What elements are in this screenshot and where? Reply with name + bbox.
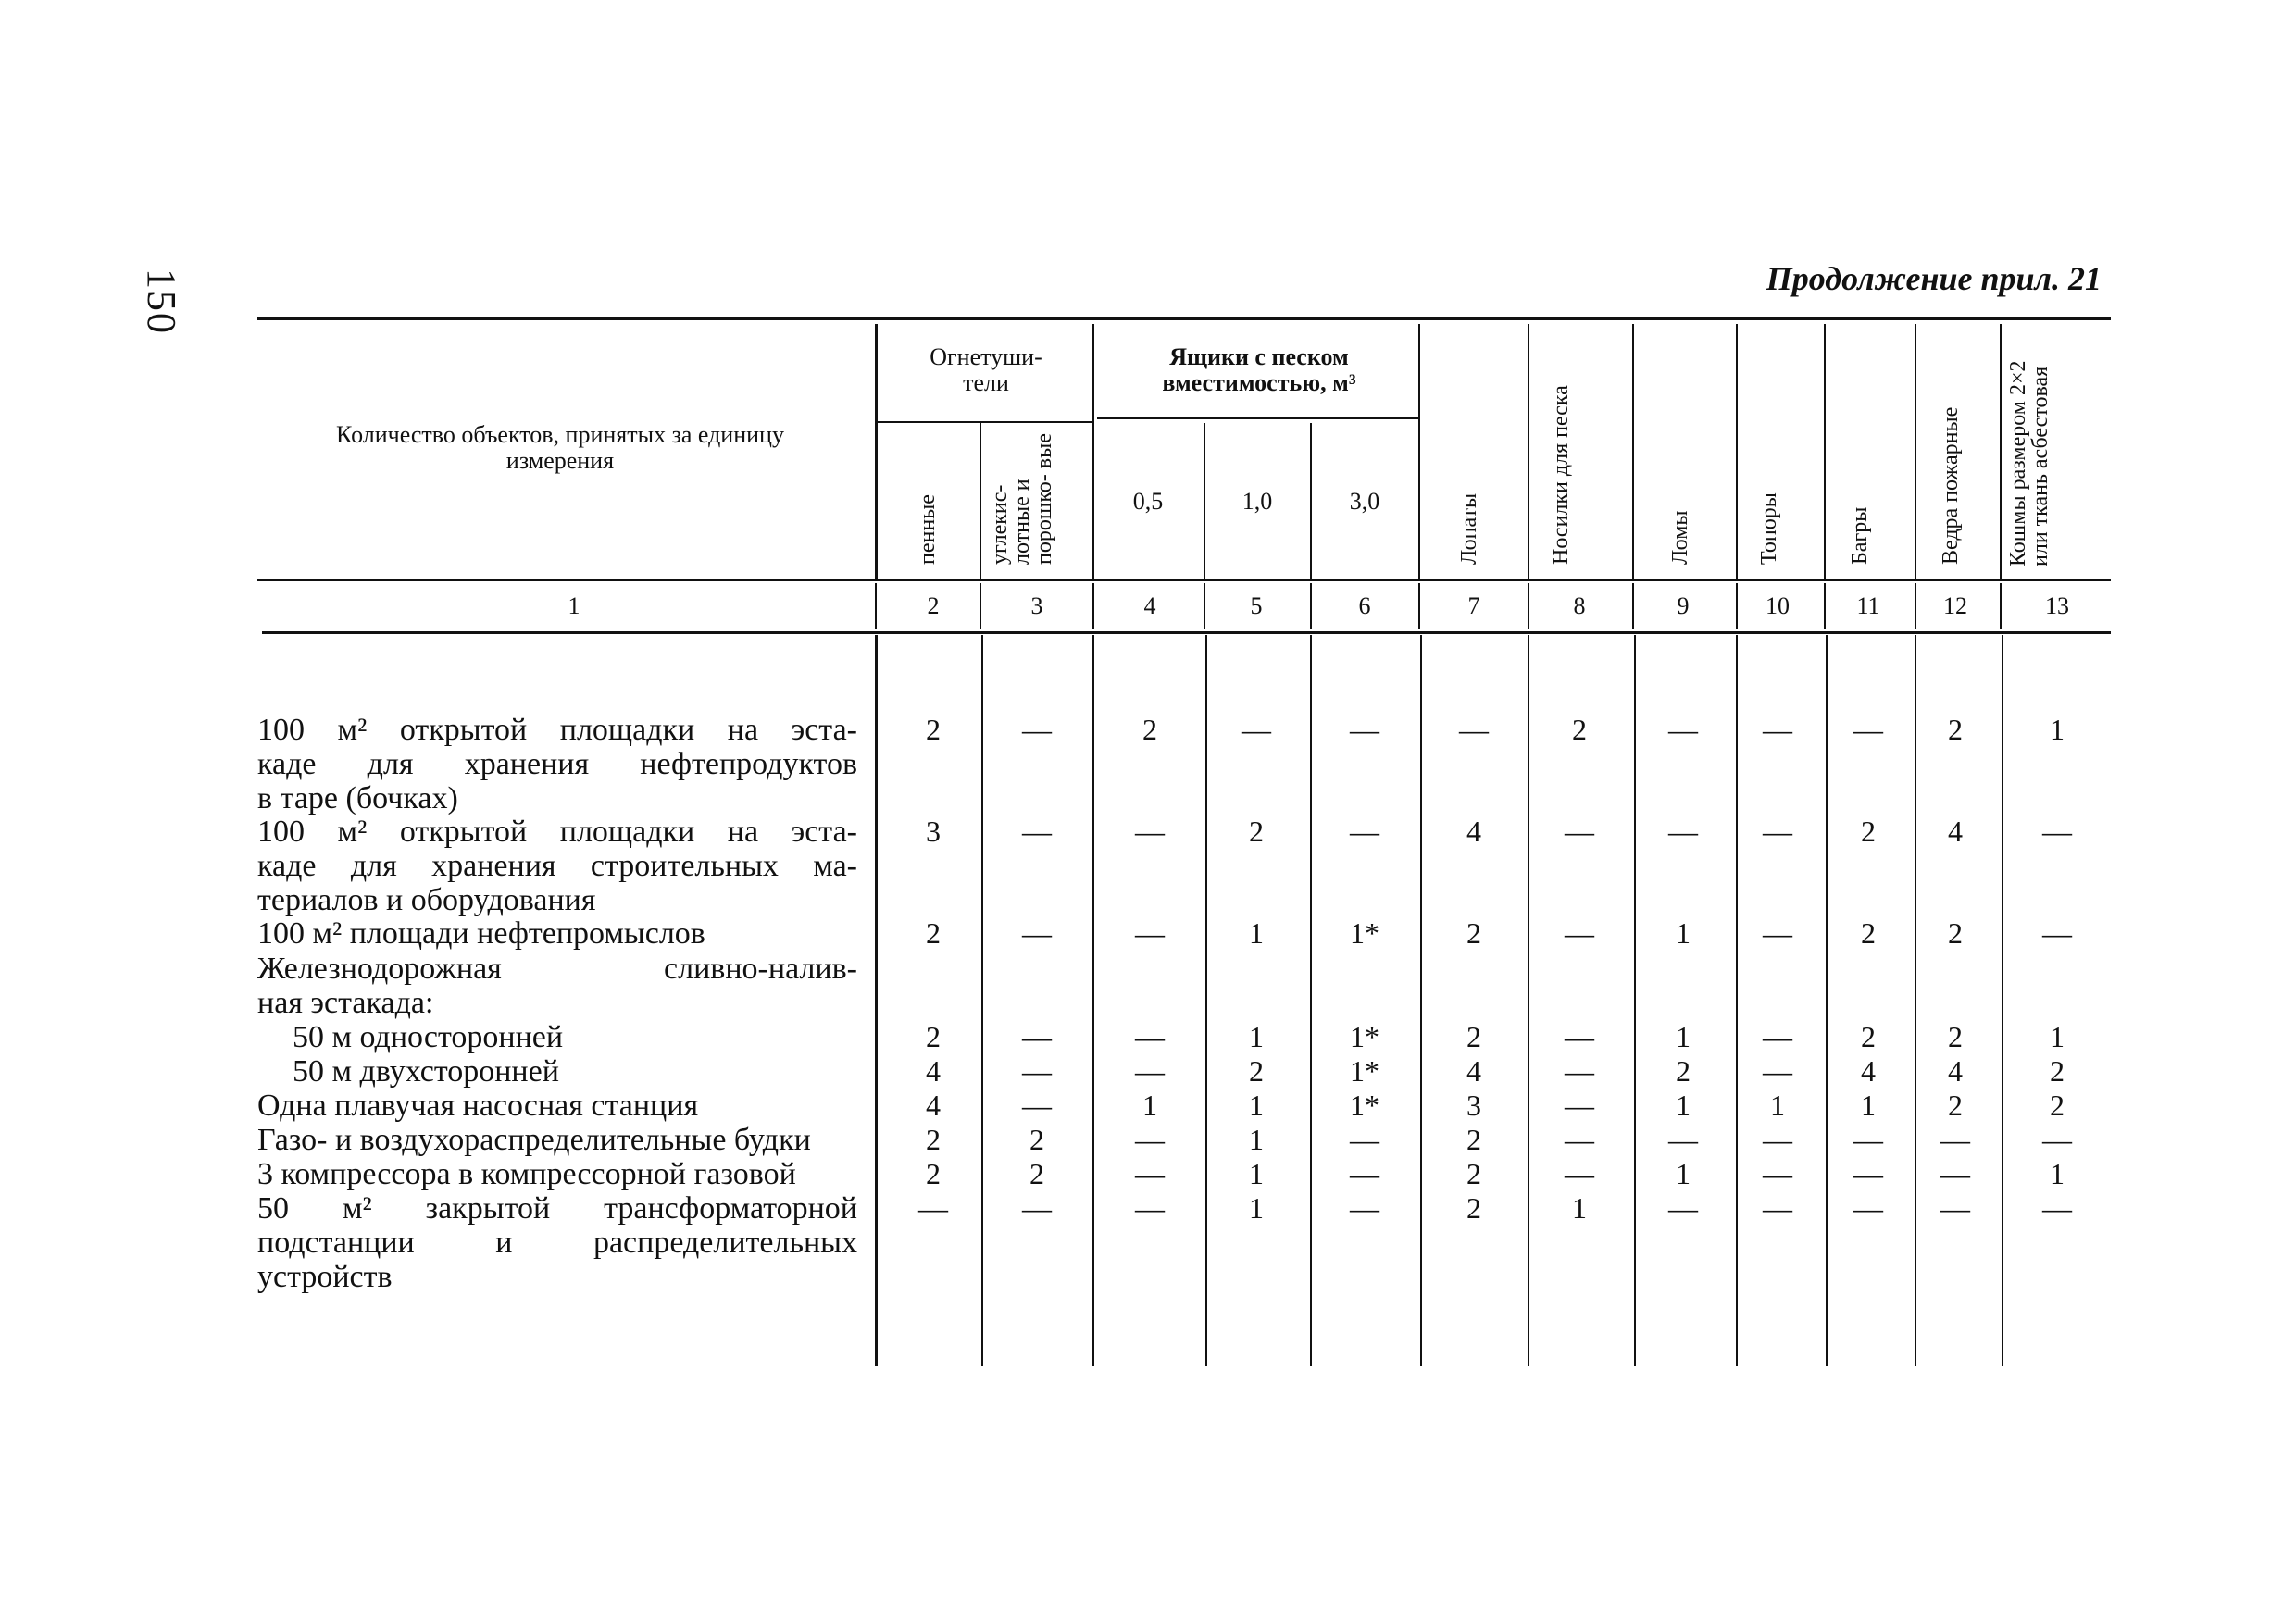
row-label-line: каде для хранения строительных ма- <box>257 849 857 883</box>
body-column-rule <box>981 635 983 1366</box>
colnum-column-rule <box>1528 583 1529 629</box>
table-cell: 4 <box>926 1054 941 1088</box>
column-number: 4 <box>1143 592 1156 619</box>
table-cell: 2 <box>1029 1123 1044 1156</box>
table-cell: 1 <box>1676 1089 1691 1122</box>
colnum-column-rule <box>1915 583 1916 629</box>
body-column-rule <box>1205 635 1207 1366</box>
subheader-rule-sandboxes <box>1097 417 1418 419</box>
colnum-column-rule <box>1204 583 1205 629</box>
table-cell: 2 <box>1466 1191 1481 1225</box>
co2-powder-header: углекис- лотные и порошко- вые <box>988 433 1056 565</box>
table-cell: 3 <box>926 815 941 848</box>
table-cell: — <box>1763 1020 1792 1053</box>
header-column-rule <box>980 423 981 579</box>
header-column-rule <box>1915 324 1916 579</box>
header-column-rule <box>1310 423 1312 579</box>
table-cell: — <box>1853 1157 1883 1190</box>
table-cell: 2 <box>1249 1054 1264 1088</box>
colnum-column-rule <box>2000 583 2002 629</box>
table-cell: 3 <box>1466 1089 1481 1122</box>
table-cell: — <box>1135 1020 1165 1053</box>
table-cell: 2 <box>1676 1054 1691 1088</box>
table-cell: — <box>1022 1054 1052 1088</box>
objects-column-header: Количество объектов, принятых за единицу измерения <box>336 421 784 474</box>
header-column-rule <box>1736 324 1738 579</box>
colnum-column-rule <box>1310 583 1312 629</box>
table-cell: 2 <box>1861 916 1876 950</box>
table-cell: 1* <box>1350 1089 1379 1122</box>
colnum-column-rule <box>1736 583 1738 629</box>
table-cell: 2 <box>1466 916 1481 950</box>
page-number: 150 <box>139 268 184 335</box>
table-cell: — <box>1763 713 1792 746</box>
column-number: 11 <box>1856 592 1880 619</box>
body-column-rule <box>1310 635 1312 1366</box>
table-cell: 1 <box>1770 1089 1785 1122</box>
column-number: 10 <box>1766 592 1790 619</box>
row-label-line: 100 м² открытой площадки на эста- <box>257 713 857 747</box>
crowbars-header: Ломы <box>1668 510 1692 565</box>
body-column-rule <box>1528 635 1529 1366</box>
table-cell: — <box>2042 815 2072 848</box>
table-cell: 1* <box>1350 1054 1379 1088</box>
stretchers-header: Носилки для песка <box>1549 385 1573 565</box>
row-label-line: в таре (бочках) <box>257 781 458 815</box>
table-cell: — <box>918 1191 948 1225</box>
table-cell: — <box>1763 1123 1792 1156</box>
column-number: 7 <box>1467 592 1480 619</box>
shovels-header: Лопаты <box>1457 492 1481 565</box>
table-cell: — <box>1565 815 1594 848</box>
body-column-rule <box>1420 635 1422 1366</box>
body-column-rule <box>2002 635 2003 1366</box>
table-cell: 2 <box>1572 713 1587 746</box>
header-column-rule <box>1092 324 1094 579</box>
table-cell: 1 <box>1142 1089 1157 1122</box>
column-number: 12 <box>1943 592 1967 619</box>
extinguishers-group-header: Огнетуши- тели <box>930 343 1042 396</box>
header-column-rule <box>1824 324 1826 579</box>
table-cell: 1 <box>1861 1089 1876 1122</box>
table-top-rule <box>257 317 2111 320</box>
table-cell: 1 <box>2050 1020 2065 1053</box>
table-cell: — <box>1940 1157 1970 1190</box>
row-label-line: ная эстакада: <box>257 986 434 1020</box>
header-column-rule <box>1632 324 1634 579</box>
table-cell: — <box>1022 916 1052 950</box>
table-cell: 2 <box>1466 1157 1481 1190</box>
table-cell: — <box>1135 1191 1165 1225</box>
table-cell: — <box>2042 1123 2072 1156</box>
table-cell: — <box>1565 1054 1594 1088</box>
row-label-line: 50 м² закрытой трансформаторной <box>257 1191 857 1226</box>
table-cell: — <box>1022 1089 1052 1122</box>
table-cell: — <box>1940 1123 1970 1156</box>
table-cell: 1 <box>2050 1157 2065 1190</box>
table-cell: 1 <box>1249 1020 1264 1053</box>
row-label-line: 100 м² площади нефтепромыслов <box>257 916 705 951</box>
table-cell: — <box>1135 815 1165 848</box>
row-label-line: Одна плавучая насосная станция <box>257 1089 699 1123</box>
table-cell: — <box>1668 815 1698 848</box>
table-cell: — <box>1668 1191 1698 1225</box>
table-cell: — <box>1565 916 1594 950</box>
table-cell: 2 <box>1142 713 1157 746</box>
table-cell: — <box>1135 1054 1165 1088</box>
body-column-rule <box>1915 635 1916 1366</box>
table-cell: 2 <box>1029 1157 1044 1190</box>
table-cell: — <box>1668 713 1698 746</box>
header-column-rule <box>1204 423 1205 579</box>
table-cell: — <box>1940 1191 1970 1225</box>
table-cell: 2 <box>1249 815 1264 848</box>
table-cell: — <box>1022 1191 1052 1225</box>
table-cell: 2 <box>1948 1020 1963 1053</box>
table-cell: 2 <box>1861 1020 1876 1053</box>
row-label-line: 100 м² открытой площадки на эста- <box>257 815 857 849</box>
colnum-column-rule <box>1824 583 1826 629</box>
row-label-line: 50 м односторонней <box>293 1020 564 1054</box>
row-label-line: подстанции и распределительных <box>257 1226 857 1260</box>
header-column-rule <box>1418 324 1420 579</box>
table-cell: 2 <box>1466 1123 1481 1156</box>
table-cell: 2 <box>2050 1054 2065 1088</box>
table-cell: — <box>1763 1157 1792 1190</box>
table-cell: — <box>1022 815 1052 848</box>
table-cell: 2 <box>926 1123 941 1156</box>
table-cell: 4 <box>1948 1054 1963 1088</box>
table-cell: — <box>1565 1157 1594 1190</box>
column-number: 8 <box>1573 592 1586 619</box>
table-cell: — <box>1668 1123 1698 1156</box>
table-cell: 1 <box>1249 916 1264 950</box>
box-0-5-header: 0,5 <box>1132 488 1164 515</box>
table-cell: — <box>1763 916 1792 950</box>
table-cell: 2 <box>1861 815 1876 848</box>
table-cell: 2 <box>1948 916 1963 950</box>
row-label-line: териалов и оборудования <box>257 883 596 917</box>
column-number: 9 <box>1677 592 1690 619</box>
header-bottom-rule <box>257 579 2111 581</box>
table-cell: 4 <box>1466 815 1481 848</box>
table-cell: 1 <box>1249 1123 1264 1156</box>
table-cell: 1 <box>1676 1020 1691 1053</box>
row-label-line: Железнодорожная сливно-налив- <box>257 952 857 986</box>
table-cell: — <box>1565 1123 1594 1156</box>
table-cell: — <box>1350 1123 1379 1156</box>
column-number: 5 <box>1250 592 1263 619</box>
body-column-rule <box>1826 635 1828 1366</box>
table-cell: — <box>1459 713 1489 746</box>
table-cell: — <box>1350 1157 1379 1190</box>
axes-header: Топоры <box>1757 492 1781 565</box>
table-cell: — <box>1350 713 1379 746</box>
box-1-0-header: 1,0 <box>1242 488 1273 515</box>
table-cell: — <box>1763 1191 1792 1225</box>
table-cell: — <box>1022 1020 1052 1053</box>
table-cell: 1* <box>1350 916 1379 950</box>
column-number: 13 <box>2045 592 2069 619</box>
table-cell: 1 <box>1572 1191 1587 1225</box>
column-number: 1 <box>568 592 580 619</box>
table-cell: 2 <box>926 916 941 950</box>
header-column-rule <box>2000 324 2002 579</box>
colnum-column-rule <box>1632 583 1634 629</box>
hooks-header: Багры <box>1848 506 1872 565</box>
table-cell: 1 <box>1676 1157 1691 1190</box>
table-cell: — <box>1022 713 1052 746</box>
table-cell: 2 <box>926 1020 941 1053</box>
body-column-rule <box>1092 635 1094 1366</box>
body-column-rule <box>875 635 878 1366</box>
table-cell: — <box>1853 1191 1883 1225</box>
body-column-rule <box>1634 635 1636 1366</box>
table-cell: — <box>1565 1020 1594 1053</box>
row-label-line: 3 компрессора в компрессорной газовой <box>257 1157 796 1191</box>
table-cell: — <box>1565 1089 1594 1122</box>
subheader-rule-extinguishers <box>878 421 1092 423</box>
table-cell: — <box>2042 1191 2072 1225</box>
table-cell: — <box>1350 815 1379 848</box>
table-cell: 1 <box>1249 1089 1264 1122</box>
table-cell: — <box>1763 1054 1792 1088</box>
row-label-line: Газо- и воздухораспределительные будки <box>257 1123 811 1157</box>
table-cell: 1* <box>1350 1020 1379 1053</box>
colnum-column-rule <box>1092 583 1094 629</box>
table-cell: — <box>2042 916 2072 950</box>
table-cell: 4 <box>1948 815 1963 848</box>
table-cell: 2 <box>1466 1020 1481 1053</box>
table-cell: 1 <box>1676 916 1691 950</box>
colnum-column-rule <box>980 583 981 629</box>
table-cell: 2 <box>2050 1089 2065 1122</box>
column-number: 2 <box>927 592 940 619</box>
header-column-rule <box>1528 324 1529 579</box>
table-cell: 2 <box>926 713 941 746</box>
table-cell: 2 <box>926 1157 941 1190</box>
table-cell: — <box>1350 1191 1379 1225</box>
column-number: 3 <box>1030 592 1043 619</box>
table-cell: 4 <box>1466 1054 1481 1088</box>
table-cell: — <box>1135 916 1165 950</box>
table-cell: — <box>1853 1123 1883 1156</box>
colnum-bottom-rule <box>262 631 2111 634</box>
table-cell: 1 <box>1249 1157 1264 1190</box>
body-column-rule <box>1736 635 1738 1366</box>
table-cell: — <box>1135 1123 1165 1156</box>
table-cell: 1 <box>1249 1191 1264 1225</box>
table-cell: — <box>1242 713 1271 746</box>
table-cell: 2 <box>1948 1089 1963 1122</box>
row-label-line: каде для хранения нефтепродуктов <box>257 747 857 781</box>
row-label-line: устройств <box>257 1260 393 1294</box>
table-cell: 2 <box>1948 713 1963 746</box>
column-number: 6 <box>1358 592 1371 619</box>
table-cell: — <box>1135 1157 1165 1190</box>
table-cell: — <box>1763 815 1792 848</box>
buckets-header: Ведра пожарные <box>1939 406 1963 565</box>
header-column-rule <box>875 324 878 579</box>
colnum-column-rule <box>875 583 877 629</box>
continuation-title: Продолжение прил. 21 <box>1766 260 2102 297</box>
foam-header: пенные <box>916 494 940 565</box>
sandboxes-group-header: Ящики с песком вместимостью, м³ <box>1162 343 1356 396</box>
table-cell: 4 <box>926 1089 941 1122</box>
box-3-0-header: 3,0 <box>1349 488 1380 515</box>
blankets-header: Кошмы размером 2×2 или ткань асбестовая <box>2006 360 2053 566</box>
row-label-line: 50 м двухсторонней <box>293 1054 559 1089</box>
table-cell: — <box>1853 713 1883 746</box>
colnum-column-rule <box>1418 583 1420 629</box>
table-cell: 4 <box>1861 1054 1876 1088</box>
table-cell: 1 <box>2050 713 2065 746</box>
